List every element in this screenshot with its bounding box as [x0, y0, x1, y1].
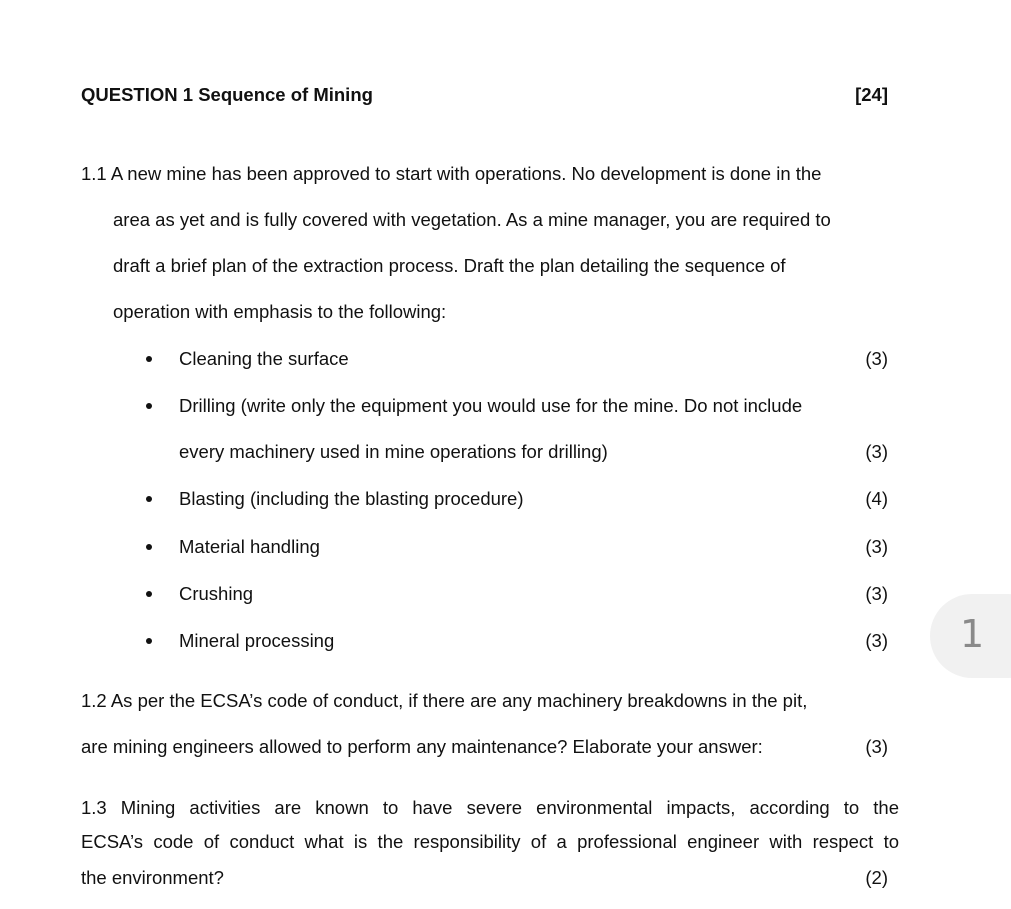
- q1-3-marks: (2): [865, 867, 888, 888]
- list-item-marks: (3): [865, 630, 888, 651]
- q1-3-line-2: ECSA’s code of conduct what is the responsibility of a professional engineer with respect to: [81, 831, 899, 852]
- q1-2-marks: (3): [865, 736, 888, 757]
- list-item-text: Cleaning the surface: [179, 348, 349, 369]
- list-item-text-continued: every machinery used in mine operations for drilling): [179, 441, 608, 462]
- list-item-marks: (3): [865, 583, 888, 604]
- q1-2-line-2: are mining engineers allowed to perform any maintenance? Elaborate your answer:: [81, 736, 763, 757]
- question-total-marks: [24]: [855, 84, 888, 105]
- list-item-marks: (3): [865, 441, 888, 462]
- q1-1-line-2: area as yet and is fully covered with vegetation. As a mine manager, you are required to: [113, 209, 831, 230]
- bullet-icon: [146, 544, 152, 550]
- bullet-icon: [146, 591, 152, 597]
- list-item-text: Mineral processing: [179, 630, 335, 651]
- list-item-text: Drilling (write only the equipment you would use for the mine. Do not include: [179, 395, 803, 416]
- list-item-marks: (3): [865, 536, 888, 557]
- q1-1-line-4: operation with emphasis to the following:: [113, 301, 447, 322]
- q1-1-line-1: 1.1 A new mine has been approved to start with operations. No development is done in the: [81, 163, 822, 184]
- question-title: QUESTION 1 Sequence of Mining: [81, 84, 373, 105]
- q1-3-line-3: the environment?: [81, 867, 224, 888]
- q1-2-line-1: 1.2 As per the ECSA’s code of conduct, if there are any machinery breakdowns in the pit,: [81, 690, 808, 711]
- page-number: 1: [960, 612, 985, 656]
- list-item-text: Material handling: [179, 536, 320, 557]
- list-item-text: Crushing: [179, 583, 254, 604]
- bullet-icon: [146, 638, 152, 644]
- list-item-marks: (3): [865, 348, 888, 369]
- q1-3-line-1: 1.3 Mining activities are known to have severe environmental impacts, according to the: [81, 797, 899, 818]
- bullet-icon: [146, 356, 152, 362]
- list-item-text: Blasting (including the blasting procedure): [179, 488, 524, 509]
- list-item-marks: (4): [865, 488, 888, 509]
- bullet-icon: [146, 496, 152, 502]
- bullet-icon: [146, 403, 152, 409]
- q1-1-line-3: draft a brief plan of the extraction process. Draft the plan detailing the sequence of: [113, 255, 786, 276]
